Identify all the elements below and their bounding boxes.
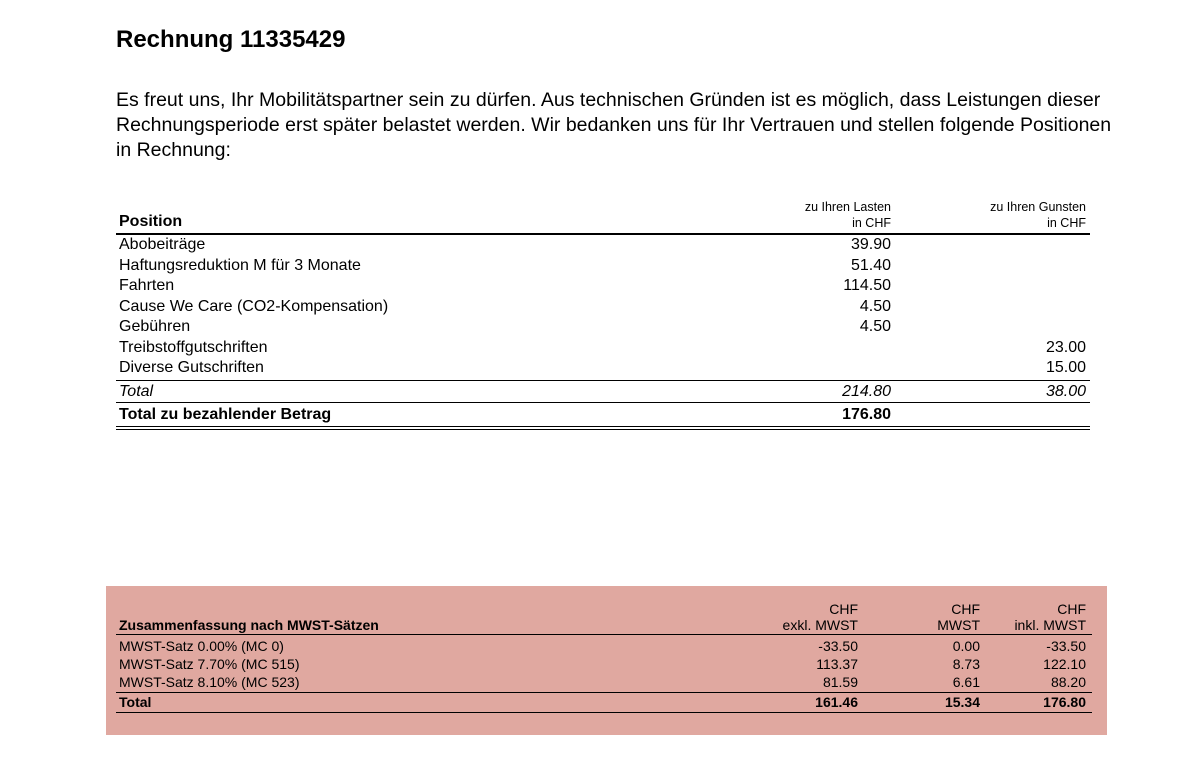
row-label: Fahrten (119, 277, 175, 294)
invoice-title: Rechnung 11335429 (116, 26, 346, 53)
table-row (116, 297, 1090, 318)
vat-row-label: MWST-Satz 7.70% (MC 515) (119, 656, 300, 672)
vat-row-label: MWST-Satz 0.00% (MC 0) (119, 638, 284, 654)
lasten-header-line1: zu Ihren Lasten (804, 200, 891, 214)
row-label: Diverse Gutschriften (119, 359, 264, 376)
vat-row-mwst: 8.73 (952, 656, 980, 672)
amount-due-label: Total zu bezahlender Betrag (119, 405, 332, 423)
row-label: Treibstoffgutschriften (119, 338, 268, 356)
vat-row-inkl: 88.20 (1050, 674, 1086, 690)
vat-row-exkl: -33.50 (818, 638, 858, 654)
vat-header-mwst-line1: CHF (951, 601, 980, 617)
row-gunsten: 15.00 (1045, 359, 1086, 376)
total-row (116, 380, 1090, 403)
vat-header-exkl (783, 601, 858, 633)
vat-summary-title: Zusammenfassung nach MWST-Sätzen (119, 617, 379, 633)
intro-paragraph: Es freut uns, Ihr Mobilitätspartner sein zu dürfen. Aus technischen Gründen ist es möglich, dass Leistungen dieser Rechnungsperiode erst später belastet werden. Wir bedanken uns für Ihr Vertrauen und stellen folgende Positionen in Rechnung: (116, 89, 1112, 161)
row-lasten: 51.40 (850, 256, 891, 274)
vat-summary-rows (116, 637, 1092, 713)
table-row (116, 276, 1090, 297)
vat-header-inkl-line2: inkl. MWST (1014, 617, 1086, 633)
vat-row-mwst: 6.61 (952, 674, 980, 690)
amount-due-value: 176.80 (842, 405, 891, 423)
vat-total-row (116, 692, 1092, 713)
vat-header-mwst-line2: MWST (937, 617, 980, 633)
vat-header-exkl-line2: exkl. MWST (782, 617, 858, 633)
vat-total-label: Total (119, 694, 152, 710)
vat-row (116, 655, 1092, 673)
position-column-header: Position (119, 213, 183, 230)
vat-row-exkl: 81.59 (822, 674, 858, 690)
row-lasten: 114.50 (843, 277, 891, 294)
total-lasten: 214.80 (842, 382, 891, 400)
row-label: Haftungsreduktion M für 3 Monate (119, 256, 361, 274)
row-lasten: 4.50 (859, 297, 891, 315)
lasten-column-header (805, 200, 891, 231)
gunsten-column-header (990, 200, 1086, 231)
vat-header-mwst (937, 601, 980, 633)
row-label: Gebühren (119, 318, 191, 335)
row-lasten: 39.90 (850, 236, 891, 253)
vat-total-exkl: 161.46 (815, 694, 858, 710)
total-label: Total (119, 382, 154, 400)
table-row (116, 338, 1090, 359)
vat-row-label: MWST-Satz 8.10% (MC 523) (119, 674, 300, 690)
vat-row-inkl: -33.50 (1046, 638, 1086, 654)
vat-header-inkl (1014, 601, 1086, 633)
table-row (116, 358, 1090, 379)
invoice-table (116, 200, 1090, 430)
gunsten-header-line1: zu Ihren Gunsten (990, 200, 1086, 214)
vat-row-mwst: 0.00 (952, 638, 980, 654)
vat-header-exkl-line1: CHF (829, 601, 858, 617)
vat-header-inkl-line1: CHF (1057, 601, 1086, 617)
vat-summary-box (106, 586, 1107, 735)
invoice-table-header (116, 200, 1090, 235)
table-row (116, 317, 1090, 338)
table-row (116, 235, 1090, 256)
lasten-header-line2: in CHF (852, 215, 891, 230)
row-label: Cause We Care (CO2-Kompensation) (119, 297, 389, 315)
vat-row (116, 673, 1092, 691)
row-gunsten: 23.00 (1045, 338, 1086, 356)
total-gunsten: 38.00 (1045, 382, 1086, 400)
vat-total-inkl: 176.80 (1043, 694, 1086, 710)
row-label: Abobeiträge (119, 236, 206, 253)
gunsten-header-line2: in CHF (1047, 215, 1086, 230)
row-lasten: 4.50 (859, 318, 891, 335)
vat-total-mwst: 15.34 (944, 694, 980, 710)
vat-summary-header (116, 600, 1092, 635)
table-row (116, 256, 1090, 277)
vat-row (116, 637, 1092, 655)
vat-row-exkl: 113.37 (816, 656, 858, 672)
vat-row-inkl: 122.10 (1043, 656, 1086, 672)
amount-due-row (116, 403, 1090, 430)
